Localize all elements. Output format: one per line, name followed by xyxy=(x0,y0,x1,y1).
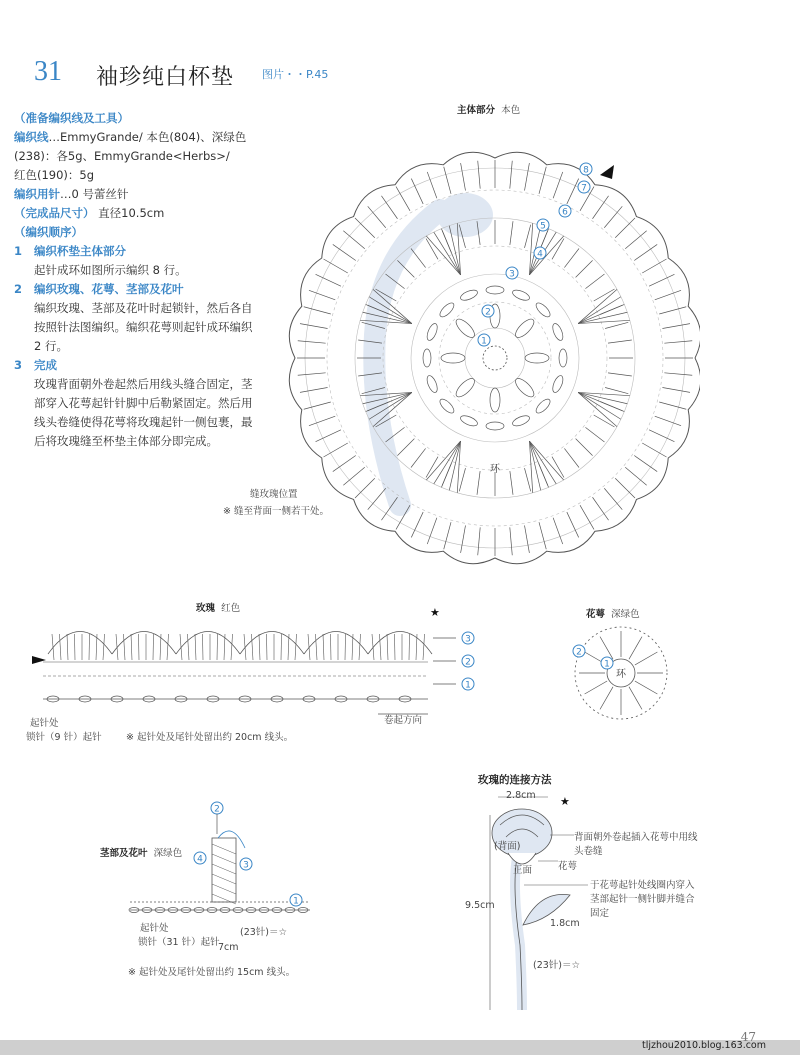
rose-chain-label: 锁针（9 针）起针 xyxy=(26,732,102,743)
instructions-block xyxy=(14,109,282,451)
middle-stitch xyxy=(411,448,426,467)
outer-stitch xyxy=(427,518,437,544)
photo-reference: 图片・・P.45 xyxy=(262,68,329,81)
outer-stitch xyxy=(316,274,341,286)
outer-stitch xyxy=(662,388,690,393)
rose-petal-stitch xyxy=(316,634,318,660)
assembly-note-roll-2: 头卷缝 xyxy=(574,846,603,857)
middle-stitch xyxy=(585,427,604,442)
leaf-stitch xyxy=(212,844,236,854)
outer-stitch xyxy=(444,522,451,549)
rose-petal-stitch xyxy=(139,634,140,660)
assembly-note-stem-3: 固定 xyxy=(590,908,610,919)
main-row-marker-2: 2 xyxy=(485,307,491,318)
leaf-stitch xyxy=(212,884,236,894)
outer-stitch xyxy=(298,341,326,343)
rose-petal-stitch xyxy=(395,634,396,660)
chain-loop xyxy=(511,414,531,428)
outer-stitch xyxy=(324,443,348,457)
fan-stitch xyxy=(426,441,460,480)
rose-petal-stitch xyxy=(217,634,218,660)
outer-stitch xyxy=(304,402,331,409)
leaf-stitch xyxy=(212,864,236,874)
middle-stitch xyxy=(510,471,513,495)
chain-loop xyxy=(534,397,552,415)
leaf-stitch xyxy=(212,894,236,904)
outer-stitch xyxy=(333,456,356,472)
calyx-stitch xyxy=(629,637,642,660)
middle-stitch xyxy=(397,439,414,456)
assembly-note-stem-1: 于花萼起针处线圈内穿入 xyxy=(590,880,695,891)
outer-stitch xyxy=(427,172,437,198)
outer-stitch xyxy=(461,163,466,191)
calyx-center-label: 环 xyxy=(616,669,626,680)
calyx-stitch xyxy=(635,652,658,665)
main-row-marker-7: 7 xyxy=(581,183,587,194)
middle-stitch xyxy=(585,274,604,289)
middle-stitch xyxy=(605,322,628,328)
chain-loop xyxy=(438,397,456,415)
rose-petal-stitch xyxy=(195,634,196,660)
outer-stitch xyxy=(525,163,530,191)
rose-roll-label: 卷起方向 xyxy=(384,715,423,726)
rose-petal-stitch xyxy=(387,634,388,660)
chain-loop xyxy=(551,322,565,342)
outer-stitch xyxy=(444,167,451,194)
calyx-row-marker-1: 1 xyxy=(604,659,610,670)
outer-stitch xyxy=(355,478,375,498)
outer-stitch xyxy=(634,244,657,260)
order-heading: （编织顺序） xyxy=(14,225,83,239)
stem-row-marker-4: 4 xyxy=(197,854,203,865)
leaf-arc xyxy=(218,831,245,848)
outer-stitch xyxy=(642,443,666,457)
rose-petal-stitch xyxy=(188,634,190,660)
middle-stitch xyxy=(525,468,531,491)
calyx-stitch xyxy=(585,681,608,694)
chain-loop xyxy=(511,288,531,302)
rose-row-marker-1: 3 xyxy=(465,634,471,645)
rose-petal-stitch xyxy=(60,634,62,660)
outer-stitch xyxy=(411,512,423,537)
step-3: 3 完成 玫瑰背面朝外卷起然后用线头缝合固定，茎 部穿入花萼起针针脚中后勒紧固定。然后用 线头卷缝使得花萼将玫瑰起针一侧包裹，最 后将玫瑰缝至杯垫主体部分即完成。 xyxy=(14,358,253,448)
step-2: 2 编织玫瑰、花萼、茎部及花叶 编织玫瑰、茎部及花叶时起锁针，然后各自 按照针法图编织。编织花萼则起针成环编织 2 行。 xyxy=(14,282,253,353)
stem-row-marker-1: 1 xyxy=(293,896,299,907)
rose-petal-stitch xyxy=(345,634,346,660)
calyx-stitch xyxy=(635,681,658,694)
middle-stitch xyxy=(564,249,579,268)
stem-stitch-count: (23针)＝☆ xyxy=(240,927,288,938)
fan-stitch xyxy=(578,392,624,411)
calyx-chart-title: 花萼 深绿色 xyxy=(586,609,640,620)
assembly-note-stem-2: 茎部起针一侧针脚并缝合 xyxy=(590,894,695,905)
outer-stitch xyxy=(649,274,674,286)
needle-line: 编织用针…0 号蕾丝针 xyxy=(14,187,129,201)
main-row-marker-4: 4 xyxy=(537,249,543,260)
outer-stitch xyxy=(304,307,331,314)
outer-stitch xyxy=(300,388,328,393)
outer-stitch xyxy=(593,196,609,219)
calyx-stitch xyxy=(629,687,642,710)
stem-chart-graphics xyxy=(129,802,310,913)
rose-petal-stitch xyxy=(103,634,105,660)
outer-stitch xyxy=(539,167,546,194)
outer-stitch xyxy=(324,259,348,273)
step-1: 1 编织杯垫主体部分 起针成环如图所示编织 8 行。 xyxy=(14,244,187,277)
rose-position-shadow xyxy=(374,210,440,505)
outer-stitch xyxy=(309,416,335,426)
rose-petal-arc xyxy=(176,632,240,655)
middle-stitch xyxy=(426,238,438,259)
outer-stitch xyxy=(655,416,681,426)
rose-chart-graphics xyxy=(32,606,474,714)
rose-petal-stitch xyxy=(231,634,233,660)
calyx-chart xyxy=(565,615,675,725)
middle-stitch xyxy=(594,289,615,301)
main-row-marker-5: 5 xyxy=(540,221,546,232)
middle-stitch xyxy=(411,249,426,268)
rose-star: ★ xyxy=(430,606,440,619)
outer-stitch xyxy=(553,172,563,198)
petal-loop xyxy=(513,316,537,340)
assembly-back-label: (背面) xyxy=(494,841,521,852)
outer-stitch xyxy=(567,179,579,204)
outer-stitch xyxy=(411,179,423,204)
fan-stitch xyxy=(578,297,621,324)
rose-petal-arc xyxy=(240,632,304,655)
outer-stitch xyxy=(580,505,594,529)
chain-loop xyxy=(486,422,504,430)
outer-stitch xyxy=(510,527,512,555)
rose-petal-stitch xyxy=(380,634,382,660)
outer-stitch xyxy=(300,324,328,329)
outer-stitch xyxy=(649,430,674,442)
main-chart-title: 主体部分 本色 xyxy=(457,105,521,116)
rose-note: ※ 起针处及尾针处留出约 20cm 线头。 xyxy=(126,732,294,743)
main-center-label: 环 xyxy=(490,464,500,475)
rose-petal-stitch xyxy=(252,634,254,660)
chain-loop xyxy=(559,349,567,367)
assembly-note-roll-1: 背面朝外卷起插入花萼中用线 xyxy=(574,832,698,843)
fan-stitch xyxy=(529,441,548,487)
middle-stitch xyxy=(477,471,480,495)
outer-stitch xyxy=(615,478,635,498)
sew-back-note: ※ 缝至背面一侧若干处。 xyxy=(223,506,329,517)
rose-petal-stitch xyxy=(281,634,282,660)
assembly-stitch-count: (23针)＝☆ xyxy=(533,960,581,971)
round-ring-4 xyxy=(383,246,607,470)
outer-stitch xyxy=(615,218,635,238)
rose-start-triangle xyxy=(32,656,46,664)
fan-stitch xyxy=(529,441,556,484)
chain-loop xyxy=(551,374,565,394)
fan-stitch xyxy=(578,289,617,323)
size-line: （完成品尺寸） 直径10.5cm xyxy=(14,206,165,220)
stem-row-marker-3: 3 xyxy=(243,860,249,871)
pattern-number: 31 xyxy=(34,56,62,87)
fan-stitch xyxy=(434,441,461,484)
rose-petal-stitch xyxy=(89,634,90,660)
middle-stitch xyxy=(525,225,531,248)
main-row-marker-6: 6 xyxy=(562,207,568,218)
start-triangle xyxy=(600,165,614,179)
fan-stitch xyxy=(578,392,621,419)
rose-petal-stitch xyxy=(259,634,260,660)
middle-stitch xyxy=(605,388,628,394)
assembly-height: 9.5cm xyxy=(465,900,495,911)
rose-petal-arc xyxy=(112,632,176,655)
rose-petal-stitch xyxy=(331,634,332,660)
fan-stitch xyxy=(441,441,460,487)
rose-petal-arc xyxy=(48,632,112,655)
page-number: 47 xyxy=(740,1030,756,1044)
outer-stitch xyxy=(664,341,692,343)
outer-stitch xyxy=(659,402,686,409)
rose-chart xyxy=(28,604,498,724)
middle-stitch xyxy=(608,373,632,376)
assembly-star: ★ xyxy=(560,795,570,808)
rose-petal-stitch xyxy=(153,634,154,660)
outer-stitch xyxy=(539,522,546,549)
yarn-line-1: 编织线…EmmyGrande/ 本色(804)、深绿色 xyxy=(14,130,247,144)
calyx-row-marker-2: 2 xyxy=(576,647,582,658)
outer-stitch xyxy=(309,290,335,300)
fan-stitch xyxy=(578,304,624,323)
watermark: tljzhou2010.blog.163.com xyxy=(641,1040,766,1051)
middle-stitch xyxy=(594,415,615,427)
leaf-stitch xyxy=(212,874,236,884)
petal-loop xyxy=(453,376,477,400)
middle-stitch xyxy=(576,260,593,277)
middle-stitch xyxy=(576,439,593,456)
rose-petal-stitch xyxy=(359,634,361,660)
assembly-leaf-width: 1.8cm xyxy=(550,918,580,929)
main-chart-graphics xyxy=(289,152,700,563)
stem-width-label: 7cm xyxy=(218,942,239,953)
rose-petal-stitch xyxy=(267,634,268,660)
rose-petal-arc xyxy=(304,632,368,655)
pattern-title: 袖珍纯白杯垫 xyxy=(96,65,235,90)
rose-start-label: 起针处 xyxy=(30,718,59,729)
calyx-stitch xyxy=(600,637,613,660)
middle-stitch xyxy=(608,340,632,343)
center-ring xyxy=(483,346,507,370)
middle-stitch xyxy=(552,457,564,478)
outer-stitch xyxy=(567,512,579,537)
outer-stitch xyxy=(553,518,563,544)
outer-stitch xyxy=(662,324,690,329)
rose-row-marker-3: 1 xyxy=(465,680,471,691)
stem-row-marker-2: 2 xyxy=(214,804,220,815)
rose-row-marker-2: 2 xyxy=(465,657,471,668)
assembly-width: 2.8cm xyxy=(506,790,536,801)
outer-stitch xyxy=(396,187,410,211)
outer-stitch xyxy=(316,430,341,442)
round-ring-6 xyxy=(439,302,551,414)
outer-stitch xyxy=(593,497,609,520)
petal-loop xyxy=(513,376,537,400)
chain-loop xyxy=(534,301,552,319)
rose-petal-stitch xyxy=(67,634,68,660)
outer-stitch xyxy=(355,218,375,238)
outer-stitch xyxy=(510,161,512,189)
chain-loop xyxy=(459,414,479,428)
middle-stitch xyxy=(426,457,438,478)
main-chart xyxy=(280,115,700,585)
middle-stitch xyxy=(459,468,465,491)
outer-stitch xyxy=(333,244,356,260)
calyx-stitch xyxy=(600,687,613,710)
middle-stitch xyxy=(510,221,513,245)
leaf-stitch xyxy=(212,854,236,864)
rose-petal-stitch xyxy=(409,634,410,660)
main-row-marker-3: 3 xyxy=(509,269,515,280)
rose-position-note: 缝玫瑰位置 xyxy=(250,489,298,500)
rose-chart-title: 玫瑰 红色 xyxy=(196,603,241,614)
yarn-line-2: (238)：各5g、EmmyGrande<Herbs>/ xyxy=(14,149,230,163)
fan-stitch xyxy=(578,392,617,426)
fan-stitch xyxy=(426,236,460,275)
rose-petal-arc xyxy=(368,632,432,655)
outer-stitch xyxy=(634,456,657,472)
outer-stitch xyxy=(461,525,466,553)
assembly-note-calyx: 花萼 xyxy=(558,861,578,872)
outer-stitch xyxy=(381,196,397,219)
fan-stitch xyxy=(529,441,563,480)
rose-petal-stitch xyxy=(423,634,425,660)
stem-start-label: 起针处 xyxy=(140,923,169,934)
round-ring-5 xyxy=(411,274,579,442)
assembly-graphics xyxy=(490,795,588,1010)
petal-loop xyxy=(453,316,477,340)
main-row-marker-8: 8 xyxy=(583,165,589,176)
stem-note: ※ 起针处及尾针处留出约 15cm 线头。 xyxy=(128,967,296,978)
scalloped-edge xyxy=(289,152,700,563)
rose-petal-stitch xyxy=(75,634,76,660)
outer-stitch xyxy=(642,259,666,273)
middle-stitch xyxy=(552,238,564,259)
outer-stitch xyxy=(525,525,530,553)
outer-stitch xyxy=(664,373,692,375)
rose-petal-stitch xyxy=(323,634,324,660)
chain-loop xyxy=(425,374,439,394)
stem-chain-label: 锁针（31 针）起针 xyxy=(138,937,220,948)
chain-loop xyxy=(438,301,456,319)
outer-stitch xyxy=(478,527,480,555)
outer-stitch xyxy=(298,373,326,375)
chain-loop xyxy=(486,286,504,294)
fan-stitch xyxy=(434,232,461,275)
outer-stitch xyxy=(659,307,686,314)
rose-petal-stitch xyxy=(131,634,132,660)
rose-head-shadow xyxy=(437,193,493,237)
middle-stitch xyxy=(564,448,579,467)
chain-loop xyxy=(425,322,439,342)
yarn-line-3: 红色(190)：5g xyxy=(14,168,95,182)
petal-loop xyxy=(441,353,465,363)
petal-loop xyxy=(490,388,500,412)
outer-stitch xyxy=(478,161,480,189)
assembly-title: 玫瑰的连接方法 xyxy=(478,774,552,786)
rose-petal-stitch xyxy=(167,634,169,660)
rose-petal-stitch xyxy=(124,634,126,660)
outer-stitch xyxy=(655,290,681,300)
chain-loop xyxy=(423,349,431,367)
petal-loop xyxy=(525,353,549,363)
materials-heading: （准备编织线及工具） xyxy=(14,111,129,125)
chain-loop xyxy=(459,288,479,302)
main-row-marker-1: 1 xyxy=(481,336,487,347)
rose-petal-stitch xyxy=(203,634,204,660)
stem-chart-title: 茎部及花叶 深绿色 xyxy=(100,848,183,859)
assembly-front-label: 正面 xyxy=(513,865,533,876)
rose-petal-stitch xyxy=(295,634,297,660)
